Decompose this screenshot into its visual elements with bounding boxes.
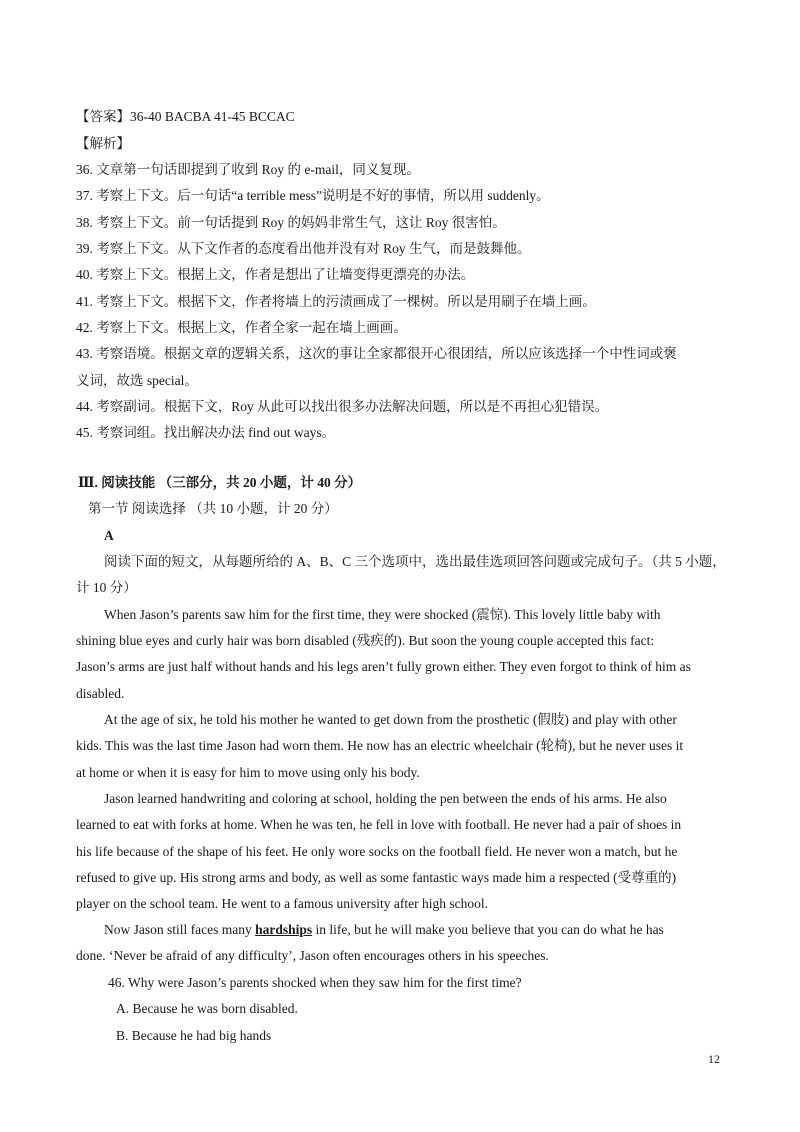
explanation-line: 40. 考察上下文。根据上文，作者是想出了让墙变得更漂亮的办法。 [76,267,475,282]
question-option: A. Because he was born disabled. [116,1001,298,1016]
passage-text: Now Jason still faces many [104,922,256,937]
answer-line: 【答案】36-40 BACBA 41-45 BCCAC [76,109,295,124]
analysis-label: 【解析】 [76,136,130,151]
page-number: 12 [708,1052,720,1066]
passage-line: shining blue eyes and curly hair was born disabled (残疾的). But soon the young couple accepted this fact: [76,633,655,648]
passage-line: kids. This was the last time Jason had worn them. He now has an electric wheelchair (轮椅), but he never uses it [76,738,684,753]
passage-line: Jason learned handwriting and coloring at school, holding the pen between the ends of his arms. He also [104,791,667,806]
passage-line: at home or when it is easy for him to move using only his body. [76,765,420,780]
passage-line: At the age of six, he told his mother he wanted to get down from the prosthetic (假肢) and play with other [104,712,677,727]
passage-line [104,921,756,939]
passage-line: player on the school team. He went to a famous university after high school. [76,896,489,911]
question-option: B. Because he had big hands [116,1028,272,1043]
explanation-line: 44. 考察副词。根据下文，Roy 从此可以找出很多办法解决问题，所以是不再担心犯错误。 [76,399,609,414]
explanation-line: 41. 考察上下文。根据下文，作者将墙上的污渍画成了一棵树。所以是用刷子在墙上画。 [76,294,596,309]
explanation-line: 43. 考察语境。根据文章的逻辑关系，这次的事让全家都很开心很团结，所以应该选择一个中性词或褒 [76,346,677,361]
passage-line: refused to give up. His strong arms and body, as well as some fantastic ways made him a respected (受尊重的) [76,870,677,885]
passage-label: A [104,528,114,543]
explanation-line: 38. 考察上下文。前一句话提到 Roy 的妈妈非常生气，这让 Roy 很害怕。 [76,215,506,230]
part-title: 第一节 阅读选择 （共 10 小题，计 20 分） [88,501,338,516]
passage-line: his life because of the shape of his feet. He only wore socks on the football field. He never won a match, but he [76,844,678,859]
highlighted-word: hardships [255,922,313,937]
explanation-line: 45. 考察词组。找出解决办法 find out ways。 [76,425,336,440]
question-stem: 46. Why were Jason’s parents shocked when they saw him for the first time? [108,975,522,990]
passage-text: in life, but he will make you believe that you can do what he has [312,922,664,937]
passage-line: done. ‘Never be afraid of any difficulty’, Jason often encourages others in his speeches. [76,948,549,963]
passage-line: disabled. [76,686,125,701]
explanation-line: 39. 考察上下文。从下文作者的态度看出他并没有对 Roy 生气，而是鼓舞他。 [76,241,531,256]
explanation-line: 37. 考察上下文。后一句话“a terrible mess”说明是不好的事情，所以用 suddenly。 [76,188,550,203]
passage-line: When Jason’s parents saw him for the first time, they were shocked (震惊). This lovely little baby with [104,607,661,622]
passage-line: Jason’s arms are just half without hands and his legs aren’t fully grown either. They even forgot to think of him as [76,659,691,674]
explanation-line: 36. 文章第一句话即提到了收到 Roy 的 e-mail，同义复现。 [76,162,420,177]
explanation-line: 义词，故选 special。 [76,373,198,388]
passage-line: learned to eat with forks at home. When he was ten, he fell in love with football. He never had a pair of shoes in [76,817,682,832]
instructions-line: 计 10 分） [76,580,137,595]
instructions-line: 阅读下面的短文，从每题所给的 A、B、C 三个选项中，选出最佳选项回答问题或完成句子。（共 5 小题， [104,554,726,569]
explanation-line: 42. 考察上下文。根据上文，作者全家一起在墙上画画。 [76,320,407,335]
section-title: Ⅲ. 阅读技能 （三部分，共 20 小题，计 40 分） [78,475,362,490]
